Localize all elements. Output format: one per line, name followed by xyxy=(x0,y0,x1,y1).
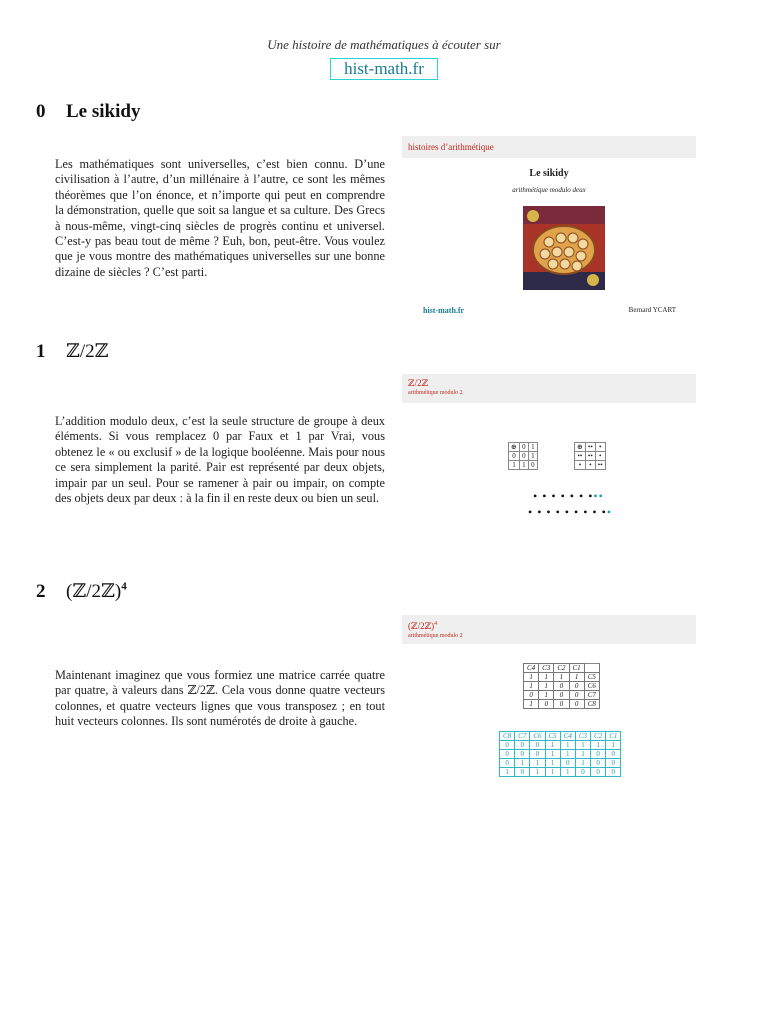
matrix-cell: 0 xyxy=(554,682,569,691)
slide-band xyxy=(402,615,696,644)
table-cell: •• xyxy=(575,452,586,461)
xor-table-numeric xyxy=(508,442,538,470)
matrix-cell: 0 xyxy=(554,691,569,700)
matrix-cell: 0 xyxy=(569,682,584,691)
table-cell: 0 xyxy=(528,461,537,470)
vector-header-cell: C1 xyxy=(606,732,621,741)
slide-band-title: ℤ/2ℤ xyxy=(408,378,429,388)
matrix-header-cell: C3 xyxy=(539,664,554,673)
matrix-header-cell: C1 xyxy=(569,664,584,673)
matrix-header-cell xyxy=(584,664,599,673)
vector-header-cell: C3 xyxy=(575,732,590,741)
slide-band-title xyxy=(408,615,696,633)
slide-footer-link[interactable]: hist-math.fr xyxy=(423,306,465,315)
vector-cell: 1 xyxy=(575,759,590,768)
table-cell: • xyxy=(595,452,605,461)
matrix-row-label: C8 xyxy=(584,700,599,709)
vector-cell: 0 xyxy=(591,759,606,768)
table-cell: 1 xyxy=(519,461,528,470)
vector-header-cell: C5 xyxy=(545,732,560,741)
section-title-exponent: 4 xyxy=(121,580,127,593)
sikidy-board-picture xyxy=(523,206,605,290)
vector-cell: 1 xyxy=(545,768,560,777)
vector-cell: 0 xyxy=(515,741,530,750)
vector-cell: 1 xyxy=(575,741,590,750)
matrix-cell: 0 xyxy=(539,700,554,709)
matrix-cell: 1 xyxy=(524,673,539,682)
dots-black: • • • • • • • xyxy=(533,489,594,503)
section-1-heading xyxy=(36,340,109,363)
vector-cell: 1 xyxy=(560,768,575,777)
vector-cell: 1 xyxy=(500,768,515,777)
matrix-cell: 0 xyxy=(569,700,584,709)
matrix-4x4 xyxy=(523,663,600,709)
table-cell: • xyxy=(585,461,595,470)
matrix-cell: 1 xyxy=(524,700,539,709)
vector-cell: 0 xyxy=(575,768,590,777)
vector-cell: 0 xyxy=(560,759,575,768)
table-cell: • xyxy=(575,461,586,470)
matrix-cell: 1 xyxy=(554,673,569,682)
xor-table-dots xyxy=(574,442,606,470)
section-title: ℤ/2ℤ xyxy=(66,341,109,362)
vector-cell: 1 xyxy=(530,768,545,777)
table-cell: 0 xyxy=(519,443,528,452)
section-number: 1 xyxy=(36,341,46,362)
table-cell: 0 xyxy=(519,452,528,461)
vector-cell: 1 xyxy=(606,741,621,750)
section-1-paragraph: L’addition modulo deux, c’est la seule structure de groupe à deux éléments. Si vous remplacez 0 par Faux et 1 par Vrai, vous obtenez le « ou exclusif » de la logique booléenne. Mais pour nous ce sera simplement la parité. Pair est représenté par deux objets, impair par un seul. Pour se ramener à pair ou impair, on compte des objets deux par deux : à la fin il en reste deux ou bien un seul. xyxy=(55,414,385,506)
table-cell: ⊕ xyxy=(575,443,586,452)
section-number: 0 xyxy=(36,101,46,122)
matrix-header-cell: C4 xyxy=(524,664,539,673)
table-cell: •• xyxy=(585,443,595,452)
table-cell: 1 xyxy=(528,443,537,452)
section-title: (ℤ/2ℤ) xyxy=(66,581,122,602)
header-subtitle: Une histoire de mathématiques à écouter sur xyxy=(267,37,501,52)
dots-cyan: •• xyxy=(593,489,604,503)
vector-cell: 0 xyxy=(530,750,545,759)
matrix-header-cell: C2 xyxy=(554,664,569,673)
table-cell: •• xyxy=(595,461,605,470)
matrix-cell: 1 xyxy=(569,673,584,682)
hist-math-link[interactable]: hist-math.fr xyxy=(330,58,438,80)
vector-cell: 1 xyxy=(545,741,560,750)
matrix-cell: 0 xyxy=(554,700,569,709)
table-cell: • xyxy=(595,443,605,452)
vector-cell: 1 xyxy=(560,750,575,759)
vector-cell: 0 xyxy=(515,768,530,777)
section-0-heading xyxy=(36,101,140,123)
table-cell: 1 xyxy=(509,461,520,470)
band-title-text: (ℤ/2ℤ) xyxy=(408,621,435,631)
dots-cyan: • xyxy=(606,505,613,519)
slide-subtitle: arithmétique modulo deux xyxy=(512,186,586,194)
dots-row-2 xyxy=(528,506,612,518)
slide-title: Le sikidy xyxy=(529,168,569,179)
slide-z2z xyxy=(402,374,696,560)
vector-cell: 0 xyxy=(500,759,515,768)
table-cell: •• xyxy=(585,452,595,461)
section-0-paragraph: Les mathématiques sont universelles, c’est bien connu. D’une civilisation à l’autre, d’un millénaire à l’autre, ce sont les mêmes théorèmes que l’on énonce, et n’importe qui peut en comprendre la démonstration, quelle que soit sa langue et sa culture. Des Grecs à nous-même, vingt-cinq siècles de progrès continu et universel. C’est-y pas beau tout de même ? Euh, bon, peut-être. Vous voulez que je vous montre des mathématiques universelles sur une bonne dizaine de siècles ? C’est parti. xyxy=(55,157,385,279)
vector-cell: 0 xyxy=(530,741,545,750)
vector-cell: 1 xyxy=(530,759,545,768)
table-cell: 1 xyxy=(528,452,537,461)
vector-cell: 0 xyxy=(515,750,530,759)
matrix-cell: 1 xyxy=(524,682,539,691)
section-title: Le sikidy xyxy=(66,101,141,122)
dots-black: • • • • • • • • • xyxy=(528,505,607,519)
vectors-8-columns xyxy=(499,731,621,777)
vector-cell: 1 xyxy=(560,741,575,750)
vector-cell: 1 xyxy=(591,741,606,750)
vector-cell: 0 xyxy=(500,741,515,750)
vector-cell: 0 xyxy=(606,750,621,759)
slide-band-subtitle: arithmétique modulo 2 xyxy=(408,390,463,396)
matrix-cell: 1 xyxy=(539,682,554,691)
vector-cell: 1 xyxy=(515,759,530,768)
section-number: 2 xyxy=(36,581,46,602)
table-cell: 0 xyxy=(509,452,520,461)
matrix-cell: 0 xyxy=(569,691,584,700)
slide-z2z4 xyxy=(402,615,696,801)
matrix-row-label: C6 xyxy=(584,682,599,691)
section-2-paragraph: Maintenant imaginez que vous formiez une matrice carrée quatre par quatre, à valeurs dans ℤ/2ℤ. Cela vous donne quatre vecteurs colonnes, et quatre vecteurs lignes que vous transposez ; en tout huit vecteurs colonnes. Ils sont numérotés de droite à gauche. xyxy=(55,668,385,729)
vector-cell: 0 xyxy=(591,750,606,759)
vector-cell: 1 xyxy=(545,750,560,759)
slide-sikidy xyxy=(402,136,696,322)
vector-header-cell: C8 xyxy=(500,732,515,741)
dots-row-1 xyxy=(533,490,604,502)
section-2-heading xyxy=(36,580,127,603)
sikidy-board-image xyxy=(523,206,605,290)
band-title-exponent: 4 xyxy=(434,621,438,627)
slide-band-subtitle: arithmétique modulo 2 xyxy=(408,633,463,639)
slide-footer-author: Bernard YCART xyxy=(628,306,676,314)
matrix-cell: 1 xyxy=(539,673,554,682)
table-cell: ⊕ xyxy=(509,443,520,452)
matrix-row-label: C7 xyxy=(584,691,599,700)
matrix-row-label: C5 xyxy=(584,673,599,682)
slide-band-title: histoires d’arithmétique xyxy=(408,142,494,152)
matrix-cell: 1 xyxy=(539,691,554,700)
vector-cell: 0 xyxy=(500,750,515,759)
vector-header-cell: C4 xyxy=(560,732,575,741)
vector-header-cell: C6 xyxy=(530,732,545,741)
vector-cell: 0 xyxy=(606,759,621,768)
slide-band xyxy=(402,136,696,158)
matrix-cell: 0 xyxy=(524,691,539,700)
vector-header-cell: C2 xyxy=(591,732,606,741)
vector-header-cell: C7 xyxy=(515,732,530,741)
vector-cell: 0 xyxy=(606,768,621,777)
slide-band xyxy=(402,374,696,403)
vector-cell: 1 xyxy=(575,750,590,759)
vector-cell: 0 xyxy=(591,768,606,777)
vector-cell: 1 xyxy=(545,759,560,768)
